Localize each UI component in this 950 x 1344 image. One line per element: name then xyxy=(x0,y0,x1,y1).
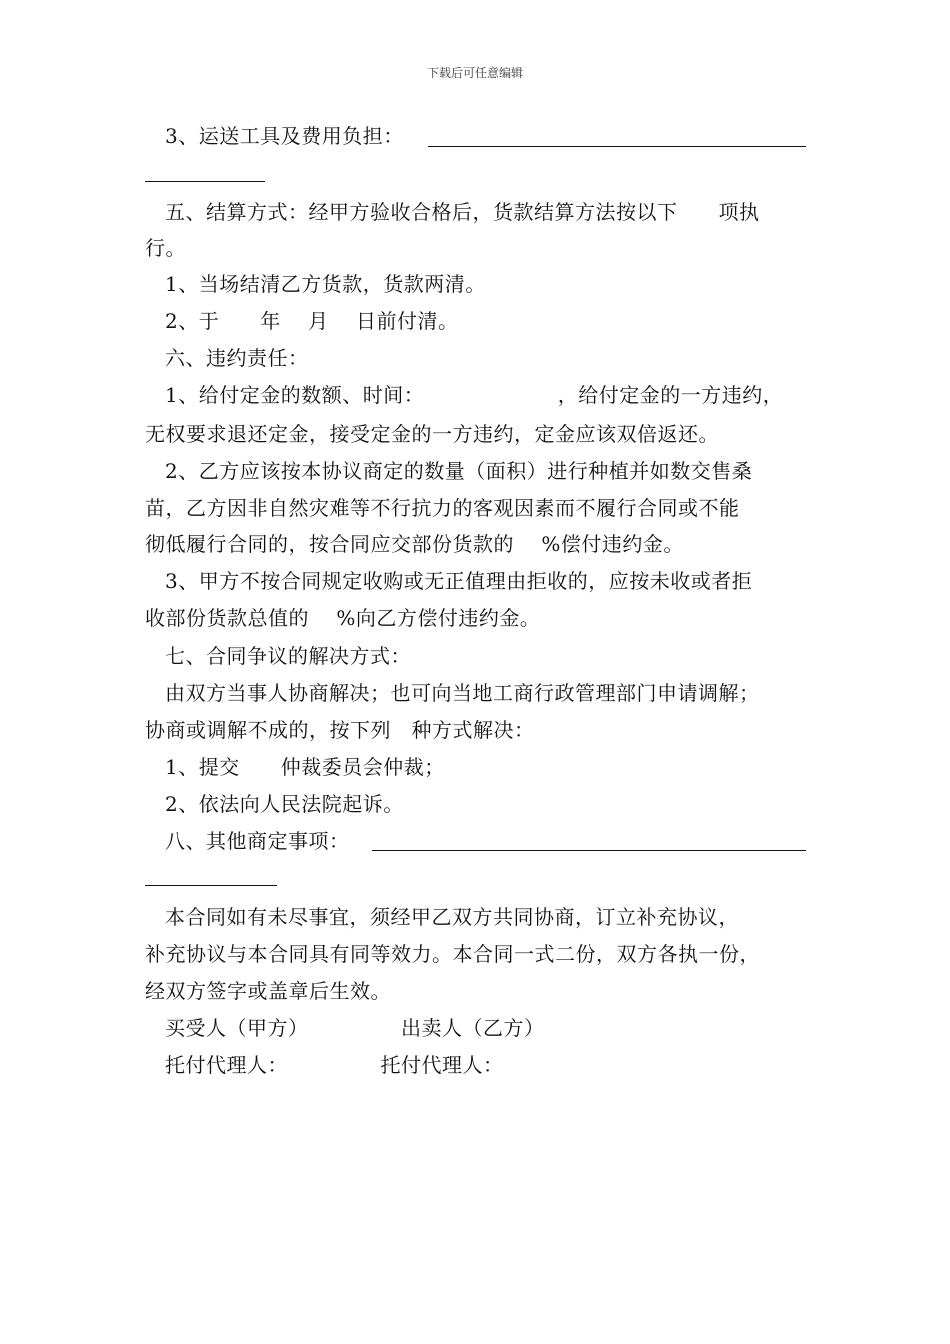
text-line: 彻低履行合同的，按合同应交部份货款的 %偿付违约金。 xyxy=(145,532,684,556)
text-line: 1、提交 仲裁委员会仲裁； xyxy=(165,755,445,779)
section-heading: 八、其他商定事项： xyxy=(165,829,350,853)
text-line: 2、依法向人民法院起诉。 xyxy=(165,792,404,816)
signature-line: 托付代理人： 托付代理人： xyxy=(165,1053,504,1077)
page-header: 下载后可任意编辑 xyxy=(426,66,523,80)
text-line: 行。 xyxy=(145,236,186,260)
text-line: 1、给付定金的数额、时间： ，给付定金的一方违约， xyxy=(165,383,784,407)
fill-in-blank xyxy=(372,850,806,851)
text-line: 无权要求退还定金，接受定金的一方违约，定金应该双倍返还。 xyxy=(145,422,719,446)
text-line: 1、当场结清乙方货款，货款两清。 xyxy=(165,272,486,296)
fill-in-blank xyxy=(428,146,806,147)
text-line: 由双方当事人协商解决；也可向当地工商行政管理部门申请调解； xyxy=(165,681,760,705)
text-line: 补充协议与本合同具有同等效力。本合同一式二份，双方各执一份， xyxy=(145,942,760,966)
text-line: 收部份货款总值的 %向乙方偿付违约金。 xyxy=(145,606,541,630)
signature-line: 买受人（甲方） 出卖人（乙方） xyxy=(165,1016,545,1040)
text-line: 经双方签字或盖章后生效。 xyxy=(145,979,391,1003)
fill-in-blank xyxy=(145,885,277,886)
text-line: 苗，乙方因非自然灾难等不行抗力的客观因素而不履行合同或不能 xyxy=(145,496,740,520)
text-line: 2、于 年 月 日前付清。 xyxy=(165,309,459,333)
text-line: 协商或调解不成的，按下列 种方式解决： xyxy=(145,718,535,742)
text-line: 本合同如有未尽事宜，须经甲乙双方共同协商，订立补充协议， xyxy=(165,905,739,929)
text-line: 3、甲方不按合同规定收购或无正值理由拒收的，应按未收或者拒 xyxy=(165,569,753,593)
text-line: 3、运送工具及费用负担： xyxy=(165,124,404,148)
section-heading: 六、违约责任： xyxy=(165,346,309,370)
text-line: 2、乙方应该按本协议商定的数量（面积）进行种植并如数交售桑 xyxy=(165,459,753,483)
text-line: 五、结算方式：经甲方验收合格后，货款结算方法按以下 项执 xyxy=(165,200,760,224)
section-heading: 七、合同争议的解决方式： xyxy=(165,644,411,668)
fill-in-blank xyxy=(145,181,265,182)
